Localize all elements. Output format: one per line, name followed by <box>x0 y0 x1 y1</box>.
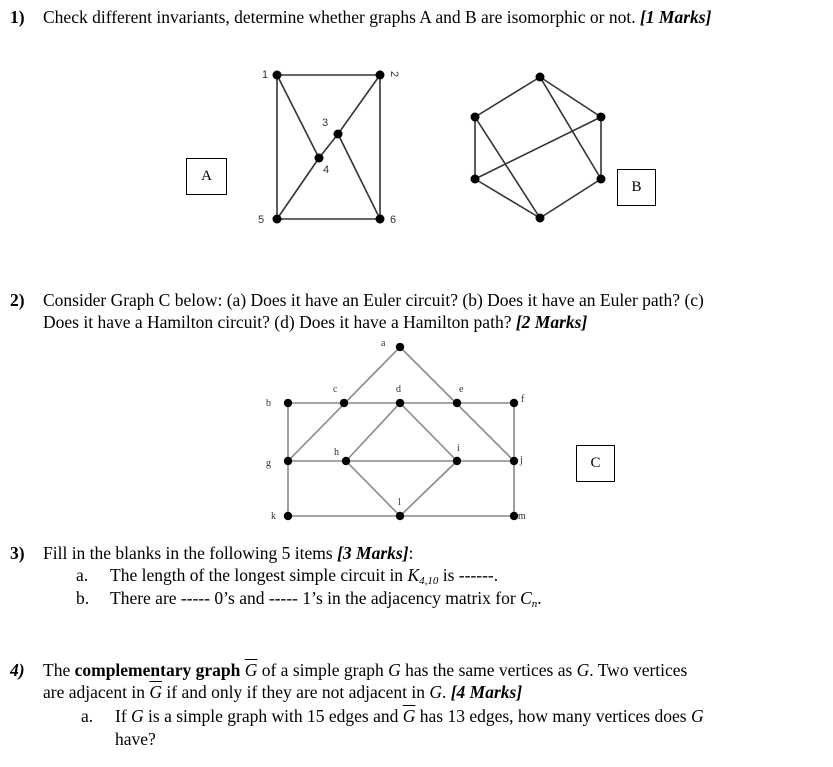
question-4-line-2-pre: are adjacent in <box>43 682 150 702</box>
question-3-prompt: Fill in the blanks in the following 5 items <box>43 543 333 563</box>
question-2-marks: [2 Marks] <box>515 312 588 332</box>
graph-c-vertex-l <box>396 512 404 520</box>
question-4-item-a-label: a. <box>81 706 94 726</box>
question-3-item-b-subscript: n <box>531 598 538 610</box>
graph-c-vertex-h <box>342 457 350 465</box>
graph-c-vertex-f <box>510 399 518 407</box>
question-4-item-a-mid: is a simple graph with 15 edges and <box>143 706 403 726</box>
question-1-prompt: Check different invariants, determine whether graphs A and B are isomorphic or not. <box>43 7 636 27</box>
question-3-item-b-period: . <box>537 588 542 608</box>
question-4-line-1-end: . Two vertices <box>589 660 688 680</box>
question-1-marks: [1 Marks] <box>639 7 712 27</box>
graph-a-label-2: 2 <box>388 71 400 78</box>
question-4-marks: [4 Marks] <box>450 682 523 702</box>
question-4-gbar: $\overline{G}$ <box>244 660 258 680</box>
question-3-item-a-k: K <box>407 565 420 585</box>
question-3-item-b <box>110 587 542 615</box>
question-3-item-b-text: There are ----- 0’s and ----- 1’s in the adjacency matrix for <box>110 588 521 608</box>
question-4-item-a-post: has 13 edges, how many vertices does <box>415 706 691 726</box>
graph-c-vertex-g <box>284 457 292 465</box>
graph-a-label-5: 5 <box>258 214 265 226</box>
question-1-number: 1) <box>10 7 25 27</box>
graph-c-vertex-m <box>510 512 518 520</box>
question-4-number <box>10 659 25 681</box>
question-4-item-a-g2: G <box>690 706 704 726</box>
question-4-item-a-line-1 <box>115 705 704 727</box>
graph-c-label-b: b <box>266 398 271 409</box>
question-3-item-a-label: a. <box>76 565 89 585</box>
graph-c-label-g: g <box>266 458 271 469</box>
graph-c-label-f: f <box>521 394 525 405</box>
graph-c-vertex-a <box>396 343 404 351</box>
question-4-item-a-pre: If <box>115 706 132 726</box>
question-4-line-2-dot: . <box>441 682 447 702</box>
question-3-item-a-subscript: 4,10 <box>419 575 439 587</box>
question-3-marks: [3 Marks] <box>337 543 409 563</box>
question-4-line-2-g: G <box>429 682 442 702</box>
question-4-line-1 <box>43 659 687 681</box>
graph-a-label-6: 6 <box>390 214 397 226</box>
question-4-line-2-mid: if and only if they are not adjacent in <box>162 682 430 702</box>
graph-a-label-box: A <box>186 158 227 195</box>
graph-c-vertex-b <box>284 399 292 407</box>
question-4-line-1-mid2: has the same vertices as <box>400 660 577 680</box>
question-4-g: G <box>388 660 401 680</box>
graph-c-label-c: c <box>333 384 338 395</box>
question-4-number-text: 4) <box>10 660 25 680</box>
question-4-line-2 <box>43 681 522 703</box>
graph-c-vertex-k <box>284 512 292 520</box>
graph-c-vertex-i <box>453 457 461 465</box>
question-3-number: 3) <box>10 543 25 563</box>
graph-c-label-e: e <box>459 384 464 395</box>
graph-c-vertex-e <box>453 399 461 407</box>
graph-c-vertex-d <box>396 399 404 407</box>
question-3-colon: : <box>408 543 414 563</box>
graph-c-label-k: k <box>271 511 276 522</box>
graph-c-label-box: C <box>576 445 615 482</box>
question-2-prompt: Does it have a Hamilton circuit? (d) Does it have a Hamilton path? <box>43 312 512 332</box>
question-4-item-a-gbar: $\overline{G}$ <box>402 706 416 726</box>
graph-b-label-box: B <box>617 169 656 206</box>
graph-c-label-d: d <box>396 384 401 395</box>
question-3-item-a-text: The length of the longest simple circuit in <box>110 565 408 585</box>
question-3-item-b-label: b. <box>76 588 90 608</box>
question-4-line-2-gbar: $\overline{G}$ <box>149 682 163 702</box>
graph-a-label-4: 4 <box>323 164 330 176</box>
question-4-line-1-mid: of a simple graph <box>257 660 389 680</box>
graph-a-label-1: 1 <box>262 69 269 81</box>
graph-c-vertex-j <box>510 457 518 465</box>
question-4-item-a-line-2: have? <box>115 729 156 749</box>
graph-c-label-i: i <box>457 443 460 454</box>
graph-c-label-m: m <box>518 511 526 522</box>
question-3-item-a-blank: is ------. <box>438 565 499 585</box>
graph-c-label-h: h <box>334 447 339 458</box>
question-4-item-a-g: G <box>131 706 144 726</box>
graph-c-label-a: a <box>381 338 386 349</box>
question-3-text <box>43 542 413 564</box>
question-4-line-1-pre: The <box>43 660 75 680</box>
question-3-item-b-c: C <box>520 588 532 608</box>
graph-c-vertex-c <box>340 399 348 407</box>
graph-c-label-l: l <box>398 497 401 508</box>
graph-c-label-j: j <box>520 455 523 466</box>
question-4-g2: G <box>576 660 590 680</box>
question-2-line-1: Consider Graph C below: (a) Does it have an Euler circuit? (b) Does it have an Euler path? (c) <box>43 290 704 310</box>
question-2-number: 2) <box>10 290 25 310</box>
question-4-term: complementary graph <box>74 660 241 680</box>
graph-a-label-3: 3 <box>322 117 329 129</box>
